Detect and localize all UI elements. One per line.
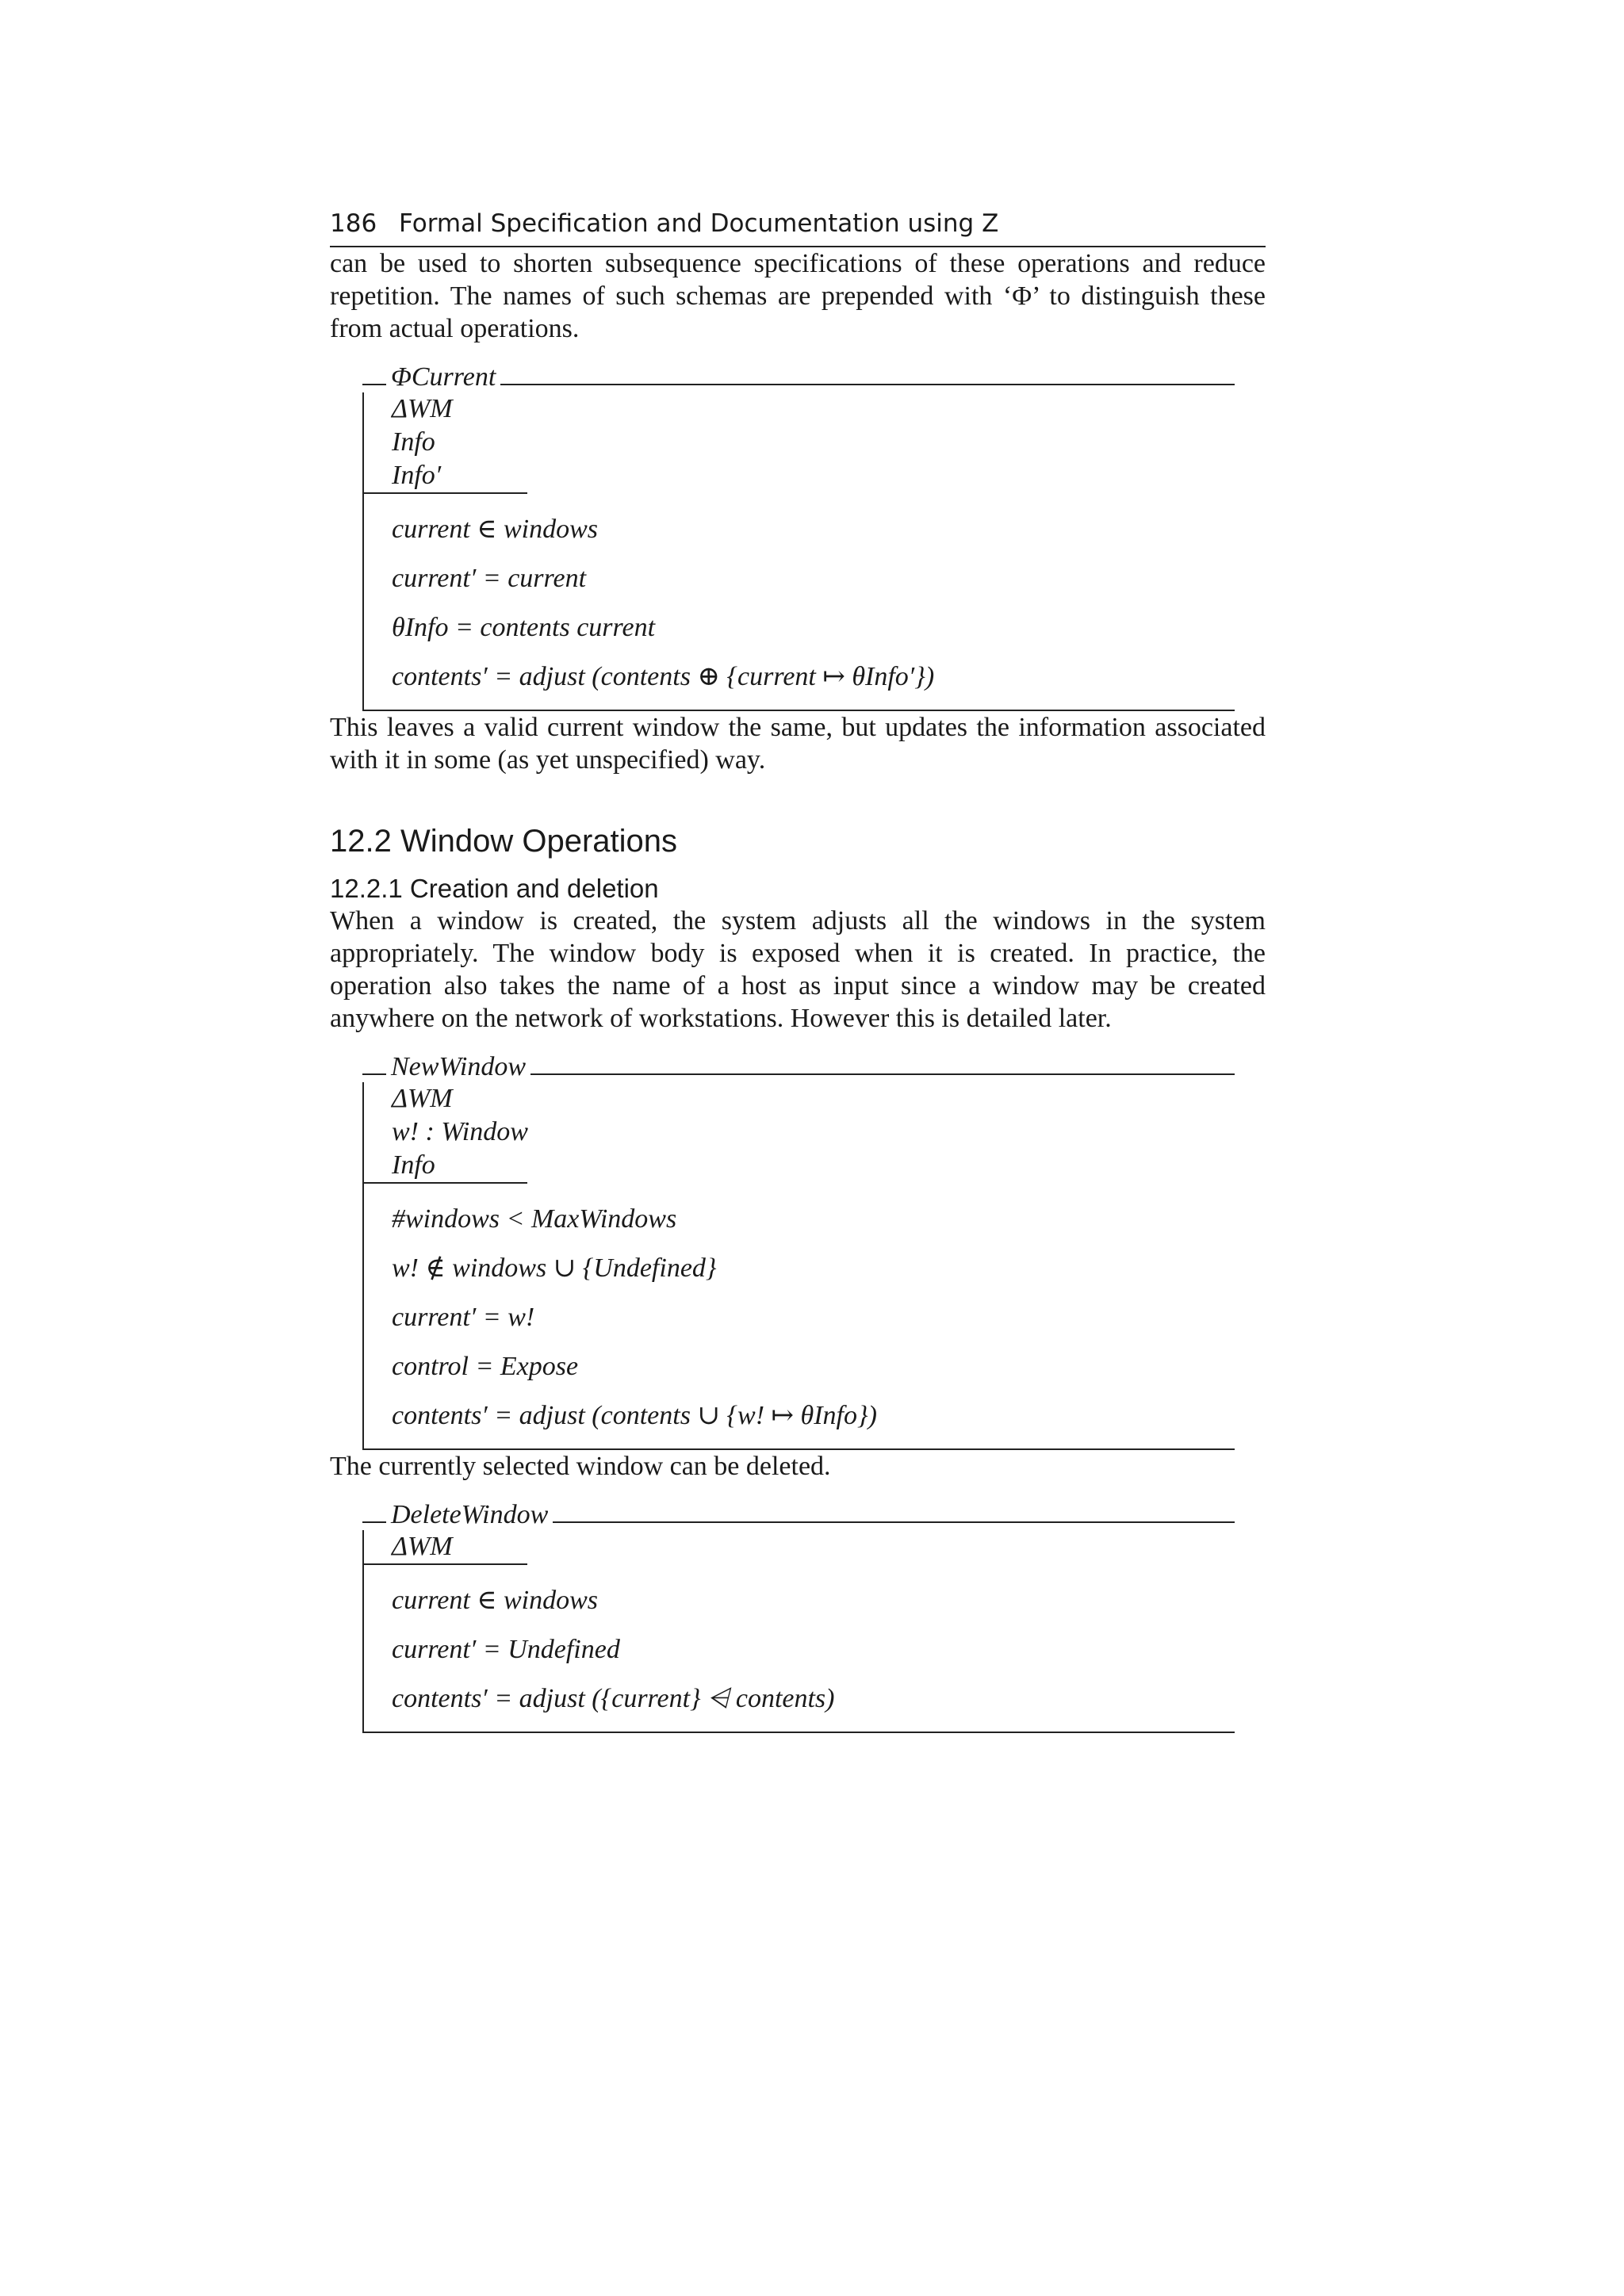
page-number: 186 [330,209,377,238]
predicate: contents′ = adjust (contents ⊕ {current ↦ θInfo′}) [392,662,935,691]
schema-predicates [362,492,1235,711]
predicate: #windows < MaxWindows [392,1204,677,1234]
schema-delete-window [362,1500,1235,1733]
declaration: ΔWM [392,394,453,423]
running-header [330,205,1266,247]
schema-declarations [362,1530,1235,1563]
predicate: w! ∉ windows ∪ {Undefined} [392,1253,717,1283]
schema-predicates [362,1182,1235,1450]
schema-phi-current [362,362,1235,711]
predicate: control = Expose [392,1352,579,1381]
schema-declarations [362,392,1235,492]
schema-name: NewWindow [391,1052,527,1081]
predicate: contents′ = adjust (contents ∪ {w! ↦ θInfo}) [392,1401,877,1430]
predicate: current ∈ windows [392,515,599,544]
running-title: Formal Specification and Documentation using Z [399,209,999,238]
declaration: ΔWM [392,1532,453,1561]
declaration: Info [392,427,435,457]
section-heading: 12.2 Window Operations [330,824,678,859]
predicate: current′ = Undefined [392,1635,620,1664]
paragraph-deletion: The currently selected window can be deleted. [330,1452,831,1481]
predicate: contents′ = adjust ({current} ⩤ contents) [392,1684,835,1713]
predicate: current ∈ windows [392,1586,599,1615]
schema-predicates [362,1563,1235,1733]
declaration: ΔWM [392,1084,453,1113]
declaration: Info′ [392,461,442,490]
predicate: current′ = current [392,564,587,593]
paragraph-after-phi: This leaves a valid current window the same, but updates the information associated with it in some (as yet unspecified) way. [330,713,1266,775]
schema-declarations [362,1082,1235,1182]
schema-name: ΦCurrent [391,362,496,392]
schema-new-window [362,1052,1235,1450]
declaration: Info [392,1150,435,1180]
book-page [330,205,1266,1733]
declaration: w! : Window [392,1117,528,1146]
paragraph-creation: When a window is created, the system adjusts all the windows in the system appropriately. The window body is exposed when it is created. In practice, the operation also takes the name of a host as input since a window may be created anywhere on the network of workstations. However this is detailed later. [330,906,1266,1033]
intro-paragraph: can be used to shorten subsequence specifications of these operations and reduce repetition. The names of such schemas are prepended with ‘Φ’ to distinguish these from actual operations. [330,249,1266,343]
predicate: θInfo = contents current [392,613,656,642]
subsection-heading: 12.2.1 Creation and deletion [330,874,659,903]
predicate: current′ = w! [392,1303,535,1332]
schema-name: DeleteWindow [391,1500,549,1529]
